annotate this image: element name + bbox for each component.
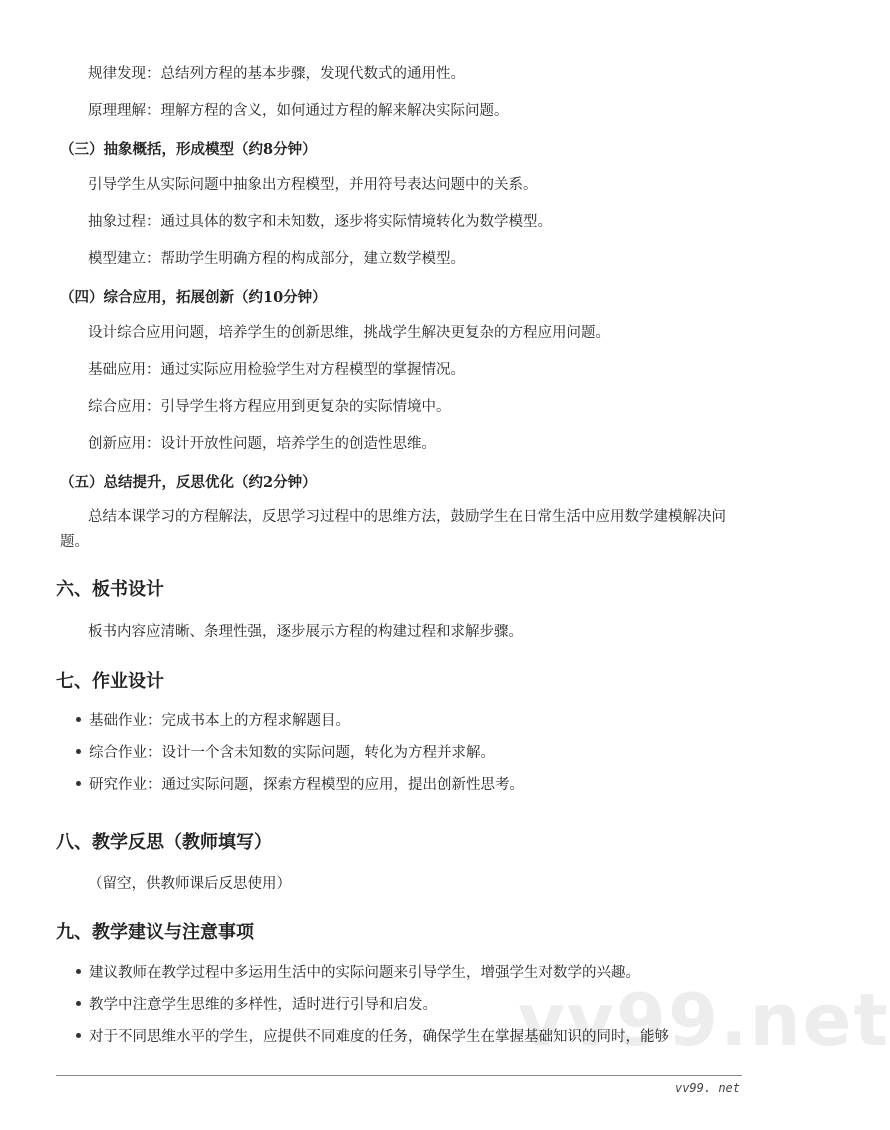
paragraph: 基础应用：通过实际应用检验学生对方程模型的掌握情况。 [88, 362, 465, 378]
paragraph: 创新应用：设计开放性问题，培养学生的创造性思维。 [88, 436, 436, 452]
section-5-title: （五）总结提升，反思优化（约2分钟） [60, 474, 317, 491]
heading-7: 七、作业设计 [56, 671, 164, 692]
bullet-icon [76, 969, 81, 974]
section-4-title: （四）综合应用，拓展创新（约10分钟） [60, 289, 327, 306]
bullet-icon [76, 749, 81, 754]
paragraph: 引导学生从实际问题中抽象出方程模型，并用符号表达问题中的关系。 [88, 177, 538, 193]
paragraph: 模型建立：帮助学生明确方程的构成部分，建立数学模型。 [88, 251, 465, 267]
paragraph-principle-understanding: 原理理解：理解方程的含义，如何通过方程的解来解决实际问题。 [88, 103, 509, 119]
list-item: 建议教师在教学过程中多运用生活中的实际问题来引导学生，增强学生对数学的兴趣。 [76, 963, 640, 983]
bullet-icon [76, 717, 81, 722]
paragraph-rule-discovery: 规律发现：总结列方程的基本步骤，发现代数式的通用性。 [88, 66, 465, 82]
heading-9: 九、教学建议与注意事项 [56, 922, 254, 943]
list-item: 综合作业：设计一个含未知数的实际问题，转化为方程并求解。 [76, 743, 495, 763]
heading-6: 六、板书设计 [56, 579, 164, 600]
bullet-icon [76, 1033, 81, 1038]
list-item: 基础作业：完成书本上的方程求解题目。 [76, 711, 350, 731]
paragraph: 综合应用：引导学生将方程应用到更复杂的实际情境中。 [88, 399, 451, 415]
paragraph: 板书内容应清晰、条理性强，逐步展示方程的构建过程和求解步骤。 [88, 624, 523, 640]
bullet-icon [76, 1001, 81, 1006]
list-item: 研究作业：通过实际问题，探索方程模型的应用，提出创新性思考。 [76, 775, 524, 795]
footer-divider [56, 1075, 742, 1076]
paragraph: 设计综合应用问题，培养学生的创新思维，挑战学生解决更复杂的方程应用问题。 [88, 325, 610, 341]
list-item: 教学中注意学生思维的多样性，适时进行引导和启发。 [76, 995, 437, 1015]
list-item: 对于不同思维水平的学生，应提供不同难度的任务，确保学生在掌握基础知识的同时，能够 [76, 1027, 669, 1047]
watermark: vv99.net [518, 978, 890, 1062]
bullet-icon [76, 781, 81, 786]
paragraph: （留空，供教师课后反思使用） [88, 876, 291, 892]
paragraph: 抽象过程：通过具体的数字和未知数，逐步将实际情境转化为数学模型。 [88, 214, 552, 230]
section-3-title: （三）抽象概括，形成模型（约8分钟） [60, 141, 317, 158]
footer-site: vv99. net [674, 1081, 740, 1095]
paragraph-summary: 总结本课学习的方程解法，反思学习过程中的思维方法，鼓励学生在日常生活中应用数学建模解决问题。 [60, 509, 726, 550]
heading-8: 八、教学反思（教师填写） [56, 832, 272, 853]
